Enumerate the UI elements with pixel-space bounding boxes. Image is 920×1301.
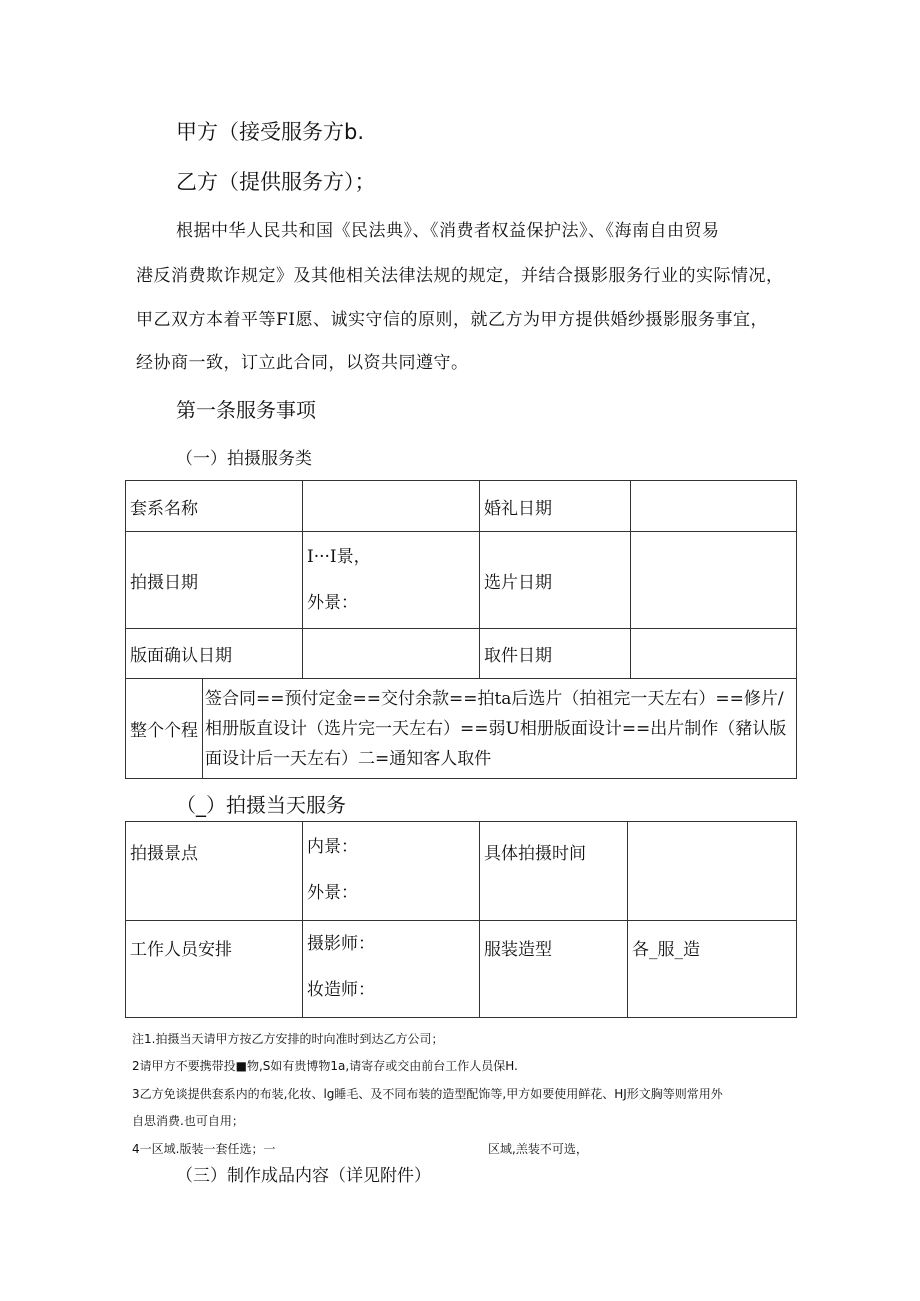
indoor-label: 内景： [307, 837, 358, 857]
label-pickup-date: 取件日期 [480, 629, 631, 679]
label-staff: 工作人员安排 [126, 921, 303, 1018]
label-wedding-date: 婚礼日期 [480, 481, 631, 532]
note-line: 自思消费.也可自用； [132, 1114, 244, 1128]
section-title: （一）拍摄服务类 [176, 449, 312, 469]
select-date-value[interactable] [631, 532, 797, 629]
shooting-day-table [125, 821, 797, 1018]
note-line: 2请甲方不要携带投■物,S如有贵博物1a,请寄存或交由前台工作人员保H. [132, 1059, 518, 1073]
styling-value[interactable]: 各_服_造 [628, 921, 797, 1018]
process-table [125, 678, 797, 779]
intro-line: 根据中华人民共和国《民法典》、《消费者权益保护法》、《海南自由贸易 [176, 221, 720, 241]
makeup-label: 妆造师： [307, 980, 375, 1000]
label-styling: 服装造型 [480, 921, 628, 1018]
section-title: （_）拍摄当天服务 [176, 793, 346, 817]
indoor-label: I···I景， [307, 547, 371, 567]
photographer-label: 摄影师： [307, 934, 375, 954]
label-shoot-date: 拍摄日期 [126, 532, 303, 629]
section-title: （三）制作成品内容（详见附件） [176, 1166, 431, 1186]
package-name-value[interactable] [303, 481, 480, 532]
intro-line: 经协商一致，订立此合同，以资共同遵守。 [136, 353, 469, 373]
article-title: 第一条服务事项 [176, 398, 316, 422]
layout-confirm-date-value[interactable] [303, 629, 480, 679]
intro-line: 港反消费欺诈规定》及其他相关法律法规的规定，并结合摄影服务行业的实际情况， [136, 266, 784, 286]
note-line: 3乙方免谈提供套系内的布装,化妆、lg睡毛、及不同布装的造型配饰等,甲方如要使用鲜花、HJ形文胸等则常用外 [132, 1087, 723, 1101]
label-location: 拍摄景点 [126, 822, 303, 921]
outdoor-label: 外景： [307, 593, 358, 613]
party-a-line: 甲方（接受服务方b. [176, 120, 365, 144]
label-package-name: 套系名称 [126, 481, 303, 532]
label-select-date: 选片日期 [480, 532, 631, 629]
shoot-time-value[interactable] [628, 822, 797, 921]
pickup-date-value[interactable] [631, 629, 797, 679]
label-shoot-time: 具体拍摄时间 [480, 822, 628, 921]
note-line: 注1.拍摄当天请甲方按乙方安排的时向准时到达乙方公司； [132, 1032, 444, 1046]
label-layout-confirm-date: 版面确认日期 [126, 629, 303, 679]
note-line: 4一区域.版装一套任选；一 [132, 1142, 276, 1156]
shoot-date-value[interactable] [303, 532, 480, 629]
process-text: 签合同==预付定金==交付余款==拍ta后选片（拍祖完一天左右）==修片/相册版直设计（选片完一天左右）==弱U相册版面设计==出片制作（豬认版面设计后一天左右）二=通知客人取件 [203, 679, 797, 779]
label-process: 整个个程 [126, 679, 203, 779]
wedding-date-value[interactable] [631, 481, 797, 532]
staff-value[interactable] [303, 921, 480, 1018]
location-value[interactable] [303, 822, 480, 921]
shooting-service-table [125, 480, 797, 679]
outdoor-label: 外景： [307, 883, 358, 903]
intro-line: 甲乙双方本着平等FI愿、诚实守信的原则，就乙方为甲方提供婚纱摄影服务事宜， [136, 310, 769, 330]
note-line: 区域,羔装不可选， [488, 1142, 588, 1156]
party-b-line: 乙方（提供服务方）； [176, 170, 376, 194]
